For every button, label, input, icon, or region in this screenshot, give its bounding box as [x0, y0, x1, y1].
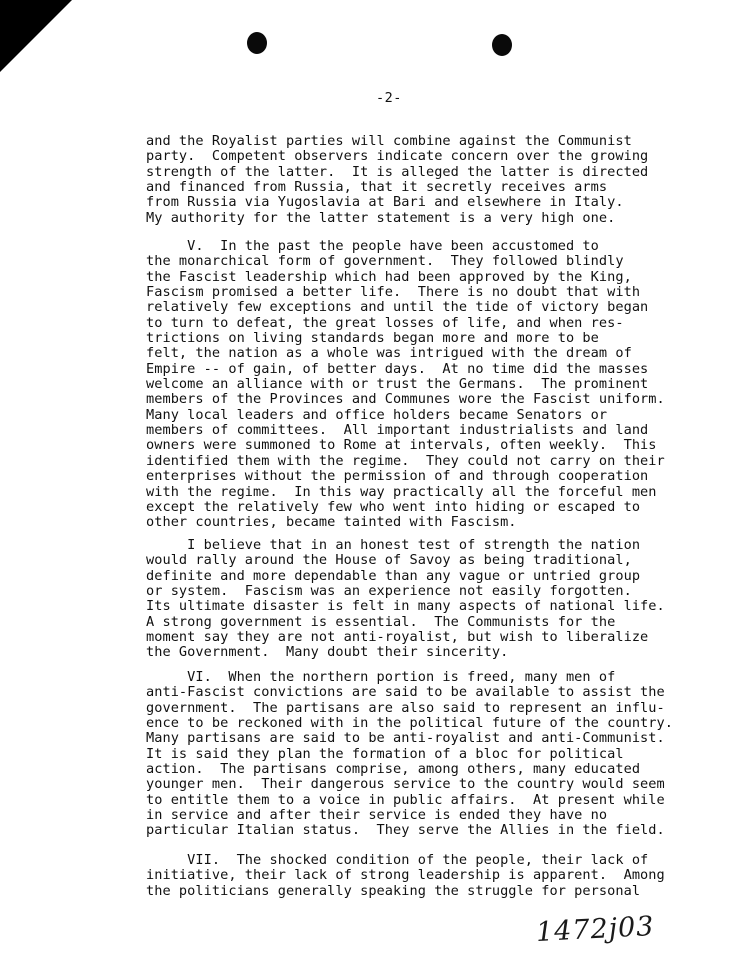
text-line: the Government. Many doubt their sincerity. [146, 644, 509, 661]
text-line: definite and more dependable than any vague or untried group [146, 567, 641, 584]
text-line: identified them with the regime. They could not carry on their [146, 452, 665, 469]
text-line: initiative, their lack of strong leadership is apparent. Among [146, 867, 665, 884]
text-line: members of committees. All important industrialists and land [146, 422, 649, 439]
text-line: the monarchical form of government. They followed blindly [146, 253, 624, 270]
text-line: Its ultimate disaster is felt in many aspects of national life. [146, 598, 665, 615]
punch-hole-right [492, 34, 512, 56]
text-line: trictions on living standards began more and more to be [146, 330, 599, 347]
text-line: welcome an alliance with or trust the Germans. The prominent [146, 376, 649, 393]
text-line: other countries, became tainted with Fascism. [146, 514, 517, 531]
punch-hole-left [247, 32, 267, 54]
text-line: relatively few exceptions and until the tide of victory began [146, 299, 649, 316]
text-line: V. In the past the people have been accustomed to [146, 238, 599, 254]
text-line: VI. When the northern portion is freed, many men of [146, 669, 616, 685]
text-line: to entitle them to a voice in public affairs. At present while [146, 791, 665, 808]
text-line: members of the Provinces and Communes wore the Fascist uniform. [146, 391, 665, 408]
text-line: A strong government is essential. The Communists for the [146, 613, 616, 630]
text-line: moment say they are not anti-royalist, but wish to liberalize [146, 629, 649, 646]
paragraph-section-vii [146, 853, 665, 899]
paragraph-house-of-savoy [146, 538, 665, 661]
text-line: owners were summoned to Rome at intervals, often weekly. This [146, 437, 657, 454]
text-line: or system. Fascism was an experience not easily forgotten. [146, 583, 632, 600]
text-line: I believe that in an honest test of strength the nation [146, 537, 641, 553]
page-number: -2- [376, 90, 402, 106]
text-line: and the Royalist parties will combine against the Communist [146, 133, 632, 149]
text-line: Many partisans are said to be anti-royalist and anti-Communist. [146, 730, 665, 747]
dark-page-corner [0, 0, 72, 72]
text-line: Many local leaders and office holders became Senators or [146, 406, 608, 423]
text-line: My authority for the latter statement is a very high one. [146, 209, 616, 226]
text-line: to turn to defeat, the great losses of life, and when res- [146, 314, 624, 331]
text-line: It is said they plan the formation of a bloc for political [146, 745, 624, 762]
paragraph-section-vi [146, 670, 673, 839]
text-line: with the regime. In this way practically all the forceful men [146, 483, 657, 500]
text-line: Fascism promised a better life. There is no doubt that with [146, 284, 641, 301]
text-line: VII. The shocked condition of the people, their lack of [146, 852, 649, 868]
text-line: Empire -- of gain, of better days. At no time did the masses [146, 360, 649, 377]
paragraph-royalist-parties [146, 134, 648, 226]
text-line: particular Italian status. They serve the Allies in the field. [146, 822, 665, 839]
text-line: and financed from Russia, that it secretly receives arms [146, 179, 608, 196]
text-line: except the relatively few who went into hiding or escaped to [146, 498, 641, 515]
text-line: action. The partisans comprise, among others, many educated [146, 761, 641, 778]
text-line: the Fascist leadership which had been approved by the King, [146, 268, 632, 285]
text-line: younger men. Their dangerous service to the country would seem [146, 776, 665, 793]
text-line: would rally around the House of Savoy as being traditional, [146, 552, 632, 569]
text-line: felt, the nation as a whole was intrigued with the dream of [146, 345, 632, 362]
text-line: ence to be reckoned with in the political future of the country. [146, 715, 673, 732]
text-line: in service and after their service is ended they have no [146, 807, 608, 824]
handwritten-reference-number: 1472j03 [535, 910, 656, 949]
text-line: from Russia via Yugoslavia at Bari and elsewhere in Italy. [146, 194, 624, 211]
text-line: strength of the latter. It is alleged the latter is directed [146, 163, 649, 180]
text-line: party. Competent observers indicate concern over the growing [146, 148, 649, 165]
text-line: government. The partisans are also said to represent an influ- [146, 699, 665, 716]
text-line: the politicians generally speaking the struggle for personal [146, 882, 641, 899]
paragraph-section-v [146, 239, 665, 531]
text-line: enterprises without the permission of and through cooperation [146, 468, 649, 485]
text-line: anti-Fascist convictions are said to be available to assist the [146, 684, 665, 701]
